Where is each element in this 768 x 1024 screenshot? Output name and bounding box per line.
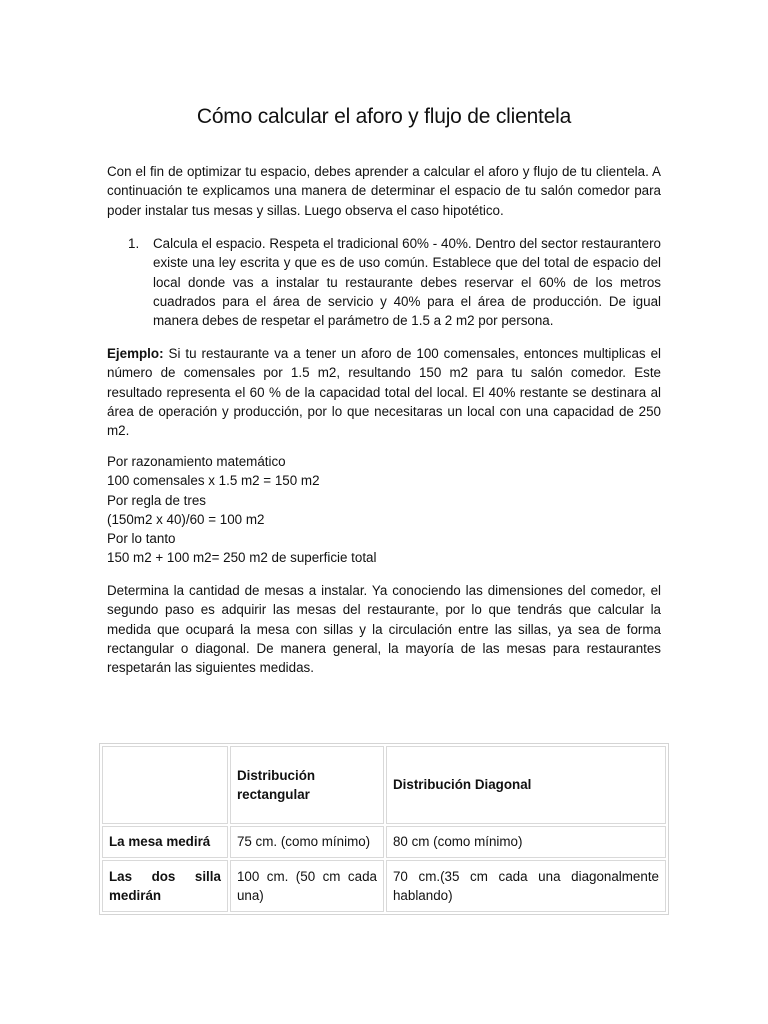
- list-item-text: Calcula el espacio. Respeta el tradicional 60% - 40%. Dentro del sector restaurantero existe una ley escrita y que es de uso común. Establece que del total de espacio del local donde vas a instalar tu restaurante debes reservar el 60% de los metros cuadrados para el área de servicio y 40% para el área de producción. De igual manera debes de respetar el parámetro de 1.5 a 2 m2 por persona.: [153, 236, 661, 329]
- table-header-cell: Distribución rectangular: [230, 746, 384, 824]
- table-header-cell: [102, 746, 228, 824]
- calculation-block: [107, 452, 661, 568]
- calc-line: (150m2 x 40)/60 = 100 m2: [107, 511, 265, 527]
- table-row: [102, 860, 666, 912]
- calc-line: Por regla de tres: [107, 492, 206, 508]
- table-header-cell: Distribución Diagonal: [386, 746, 666, 824]
- list-item-number: 1.: [128, 236, 140, 251]
- calc-line: Por lo tanto: [107, 531, 176, 547]
- calc-line: 150 m2 + 100 m2= 250 m2 de superficie total: [107, 550, 377, 566]
- table-row-label: La mesa medirá: [102, 826, 228, 858]
- table-row: [102, 826, 666, 858]
- table-row-label: Las dos silla medirán: [102, 860, 228, 912]
- document-title: Cómo calcular el aforo y flujo de clientela: [196, 105, 572, 128]
- table-cell: 80 cm (como mínimo): [386, 826, 666, 858]
- intro-paragraph: Con el fin de optimizar tu espacio, debes aprender a calcular el aforo y flujo de tu clientela. A continuación te explicamos una manera de determinar el espacio de tu salón comedor para poder instalar tus mesas y sillas. Luego observa el caso hipotético.: [107, 164, 661, 218]
- example-text: Si tu restaurante va a tener un aforo de 100 comensales, entonces multiplicas el número de comensales por 1.5 m2, resultando 150 m2 para tu salón comedor. Este resultado representa el 60 % de la capacidad total del local. El 40% restante se destinara al área de operación y producción, por lo que necesitaras un local con una capacidad de 250 m2.: [107, 346, 661, 439]
- determine-paragraph: Determina la cantidad de mesas a instalar. Ya conociendo las dimensiones del comedor, el segundo paso es adquirir las mesas del restaurante, por lo que tendrás que calcular la medida que ocupará la mesa con sillas y la circulación entre las sillas, ya sea de forma rectangular o diagonal. De manera general, la mayoría de las mesas para restaurantes respetarán las siguientes medidas.: [107, 583, 661, 676]
- table-cell: 75 cm. (como mínimo): [230, 826, 384, 858]
- calc-line: 100 comensales x 1.5 m2 = 150 m2: [107, 473, 320, 489]
- table-cell: 100 cm. (50 cm cada una): [230, 860, 384, 912]
- table-header-row: [102, 746, 666, 824]
- measurements-table: [99, 743, 669, 915]
- table-cell: 70 cm.(35 cm cada una diagonalmente hablando): [386, 860, 666, 912]
- example-paragraph: [107, 344, 661, 440]
- example-label: Ejemplo:: [107, 346, 164, 361]
- calc-line: Por razonamiento matemático: [107, 454, 286, 469]
